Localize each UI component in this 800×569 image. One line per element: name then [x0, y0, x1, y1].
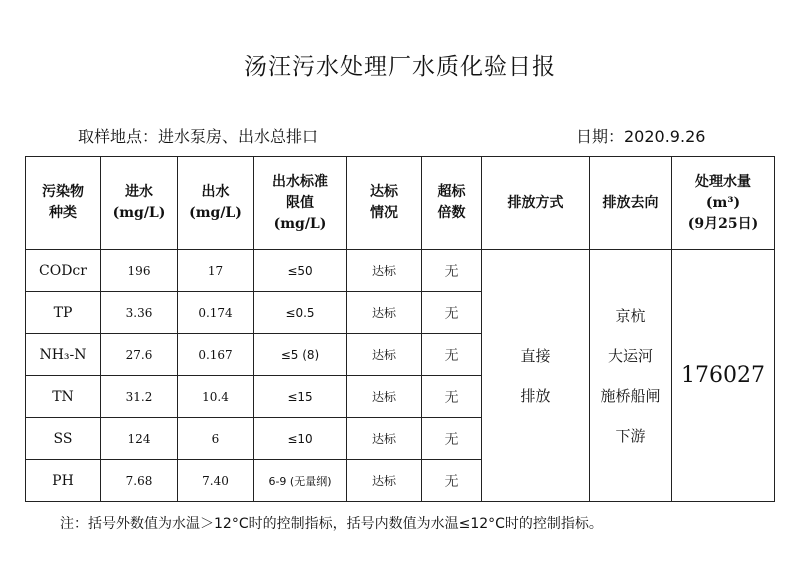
exceed-multiple: 无 — [422, 376, 482, 418]
limit-value: ≤5 (8) — [254, 334, 347, 376]
pollutant-name: CODcr — [26, 250, 101, 292]
header-volume: 处理水量 (m³) (9月25日) — [672, 157, 775, 250]
header-discharge-destination: 排放去向 — [590, 157, 672, 250]
table-row — [26, 250, 775, 292]
inflow-value: 27.6 — [101, 334, 178, 376]
header-pollutant: 污染物 种类 — [26, 157, 101, 250]
header-discharge-method: 排放方式 — [482, 157, 590, 250]
report-date: 日期：2020.9.26 — [576, 127, 706, 146]
pollutant-name: NH₃-N — [26, 334, 101, 376]
water-quality-table — [25, 156, 775, 502]
header-limit: 出水标准 限值 (mg/L) — [254, 157, 347, 250]
outflow-value: 6 — [178, 418, 254, 460]
pollutant-name: SS — [26, 418, 101, 460]
exceed-multiple: 无 — [422, 334, 482, 376]
exceed-multiple: 无 — [422, 292, 482, 334]
compliance-status: 达标 — [347, 250, 422, 292]
inflow-value: 31.2 — [101, 376, 178, 418]
compliance-status: 达标 — [347, 460, 422, 502]
limit-value: ≤50 — [254, 250, 347, 292]
inflow-value: 7.68 — [101, 460, 178, 502]
outflow-value: 0.174 — [178, 292, 254, 334]
exceed-multiple: 无 — [422, 418, 482, 460]
discharge-destination-value: 京杭 大运河 施桥船闸 下游 — [590, 250, 672, 502]
sampling-location: 取样地点：进水泵房、出水总排口 — [78, 127, 319, 146]
inflow-value: 196 — [101, 250, 178, 292]
outflow-value: 10.4 — [178, 376, 254, 418]
outflow-value: 0.167 — [178, 334, 254, 376]
limit-value: ≤10 — [254, 418, 347, 460]
report-title: 汤汪污水处理厂水质化验日报 — [244, 54, 556, 80]
pollutant-name: TP — [26, 292, 101, 334]
header-inflow: 进水 (mg/L) — [101, 157, 178, 250]
header-exceed: 超标 倍数 — [422, 157, 482, 250]
inflow-value: 3.36 — [101, 292, 178, 334]
compliance-status: 达标 — [347, 376, 422, 418]
header-outflow: 出水 (mg/L) — [178, 157, 254, 250]
exceed-multiple: 无 — [422, 460, 482, 502]
compliance-status: 达标 — [347, 334, 422, 376]
footnote: 注：括号外数值为水温＞12°C时的控制指标，括号内数值为水温≤12°C时的控制指标。 — [60, 516, 603, 532]
discharge-method-value: 直接 排放 — [482, 250, 590, 502]
limit-value: 6-9 (无量纲) — [254, 460, 347, 502]
limit-value: ≤0.5 — [254, 292, 347, 334]
compliance-status: 达标 — [347, 292, 422, 334]
exceed-multiple: 无 — [422, 250, 482, 292]
pollutant-name: TN — [26, 376, 101, 418]
compliance-status: 达标 — [347, 418, 422, 460]
pollutant-name: PH — [26, 460, 101, 502]
outflow-value: 17 — [178, 250, 254, 292]
header-compliance: 达标 情况 — [347, 157, 422, 250]
inflow-value: 124 — [101, 418, 178, 460]
outflow-value: 7.40 — [178, 460, 254, 502]
treated-volume-value: 176027 — [672, 250, 775, 502]
header-row — [26, 157, 775, 250]
limit-value: ≤15 — [254, 376, 347, 418]
